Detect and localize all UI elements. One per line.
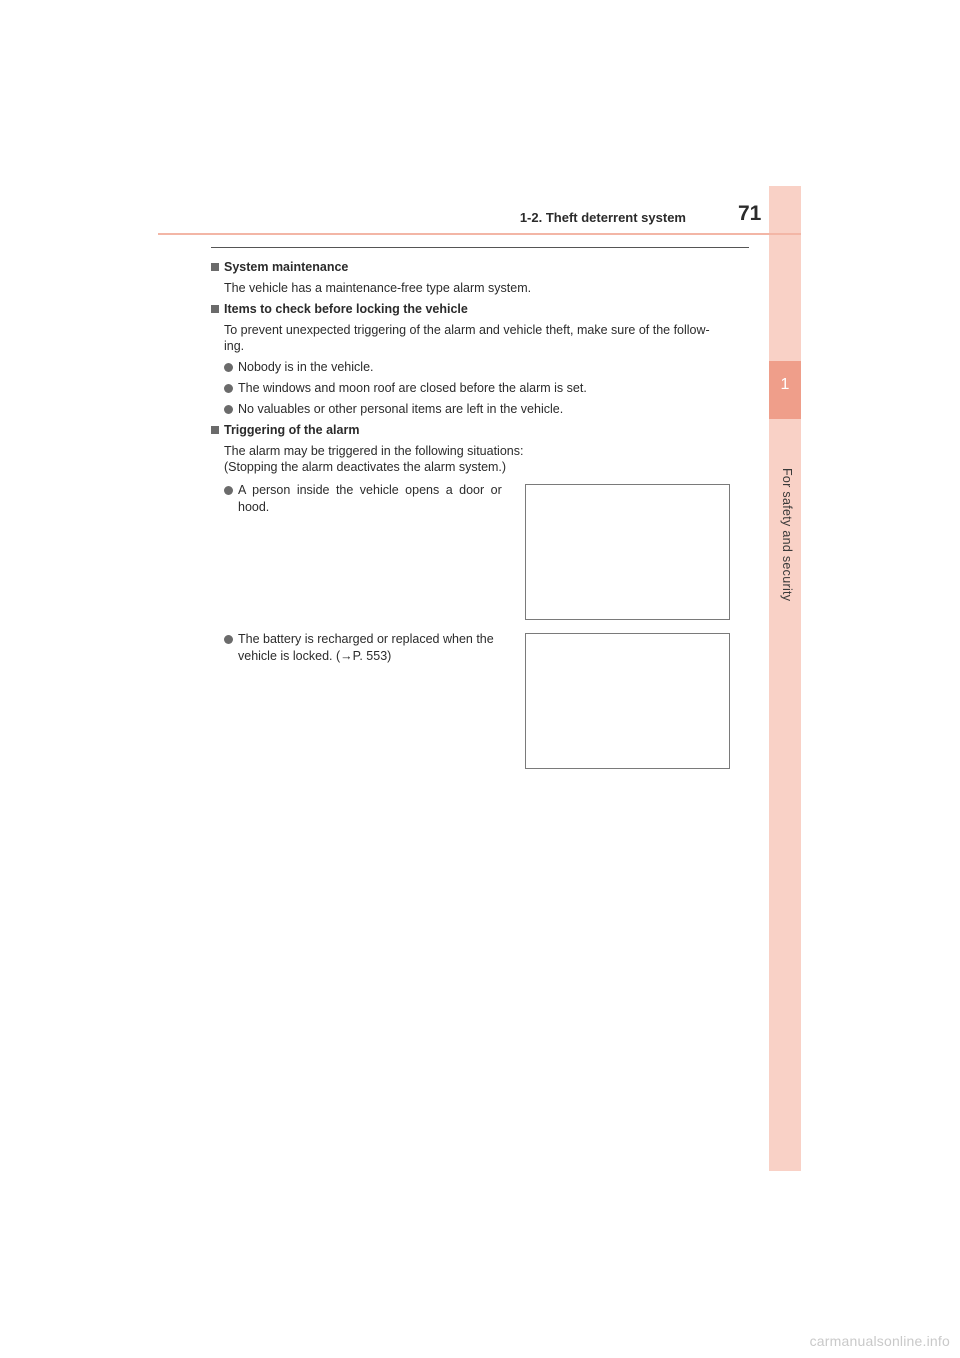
heading-items-to-check: [211, 302, 468, 316]
list-item-text: No valuables or other personal items are left in the vehicle.: [238, 402, 564, 416]
heading-text: Items to check before locking the vehicle: [224, 302, 468, 316]
heading-system-maintenance: [211, 260, 348, 274]
paragraph-line: (Stopping the alarm deactivates the alarm system.): [224, 460, 507, 474]
heading-text: Triggering of the alarm: [224, 423, 360, 437]
circle-bullet-icon: [224, 405, 233, 414]
paragraph-line: The alarm may be triggered in the following situations:: [224, 444, 524, 458]
circle-bullet-icon: [224, 486, 233, 495]
content-divider: [211, 247, 749, 248]
paragraph: The vehicle has a maintenance-free type alarm system.: [224, 281, 532, 295]
header-rule: [158, 233, 801, 235]
watermark: carmanualsonline.info: [809, 1333, 950, 1349]
list-item-text-line: A person inside the vehicle opens a door or: [238, 483, 502, 497]
list-item-text: Nobody is in the vehicle.: [238, 360, 374, 374]
heading-triggering-of-alarm: [211, 423, 359, 437]
circle-bullet-icon: [224, 384, 233, 393]
illustration-battery: [525, 633, 730, 769]
circle-bullet-icon: [224, 635, 233, 644]
list-item-text-line: vehicle is locked. (→P. 553): [238, 648, 392, 663]
chapter-label: For safety and security: [780, 468, 794, 602]
list-item: [224, 401, 563, 418]
section-title: 1-2. Theft deterrent system: [519, 210, 686, 225]
page-number: 71: [738, 202, 762, 225]
list-item-text-line: The battery is recharged or replaced when the: [238, 632, 494, 646]
circle-bullet-icon: [224, 363, 233, 372]
list-item-text: The windows and moon roof are closed before the alarm is set.: [238, 381, 587, 395]
list-item: [224, 482, 514, 515]
square-bullet-icon: [211, 426, 219, 434]
chapter-number: 1: [780, 376, 790, 393]
square-bullet-icon: [211, 305, 219, 313]
list-item-text-line: hood.: [238, 499, 270, 514]
illustration-door-hood: [525, 484, 730, 620]
list-item: [224, 631, 514, 664]
paragraph-line: ing.: [224, 339, 245, 353]
paragraph-line: To prevent unexpected triggering of the alarm and vehicle theft, make sure of the follow-: [224, 323, 710, 337]
list-item: [224, 380, 587, 397]
list-item: [224, 359, 374, 376]
square-bullet-icon: [211, 263, 219, 271]
heading-text: System maintenance: [224, 260, 349, 274]
side-tab: [769, 186, 801, 1171]
